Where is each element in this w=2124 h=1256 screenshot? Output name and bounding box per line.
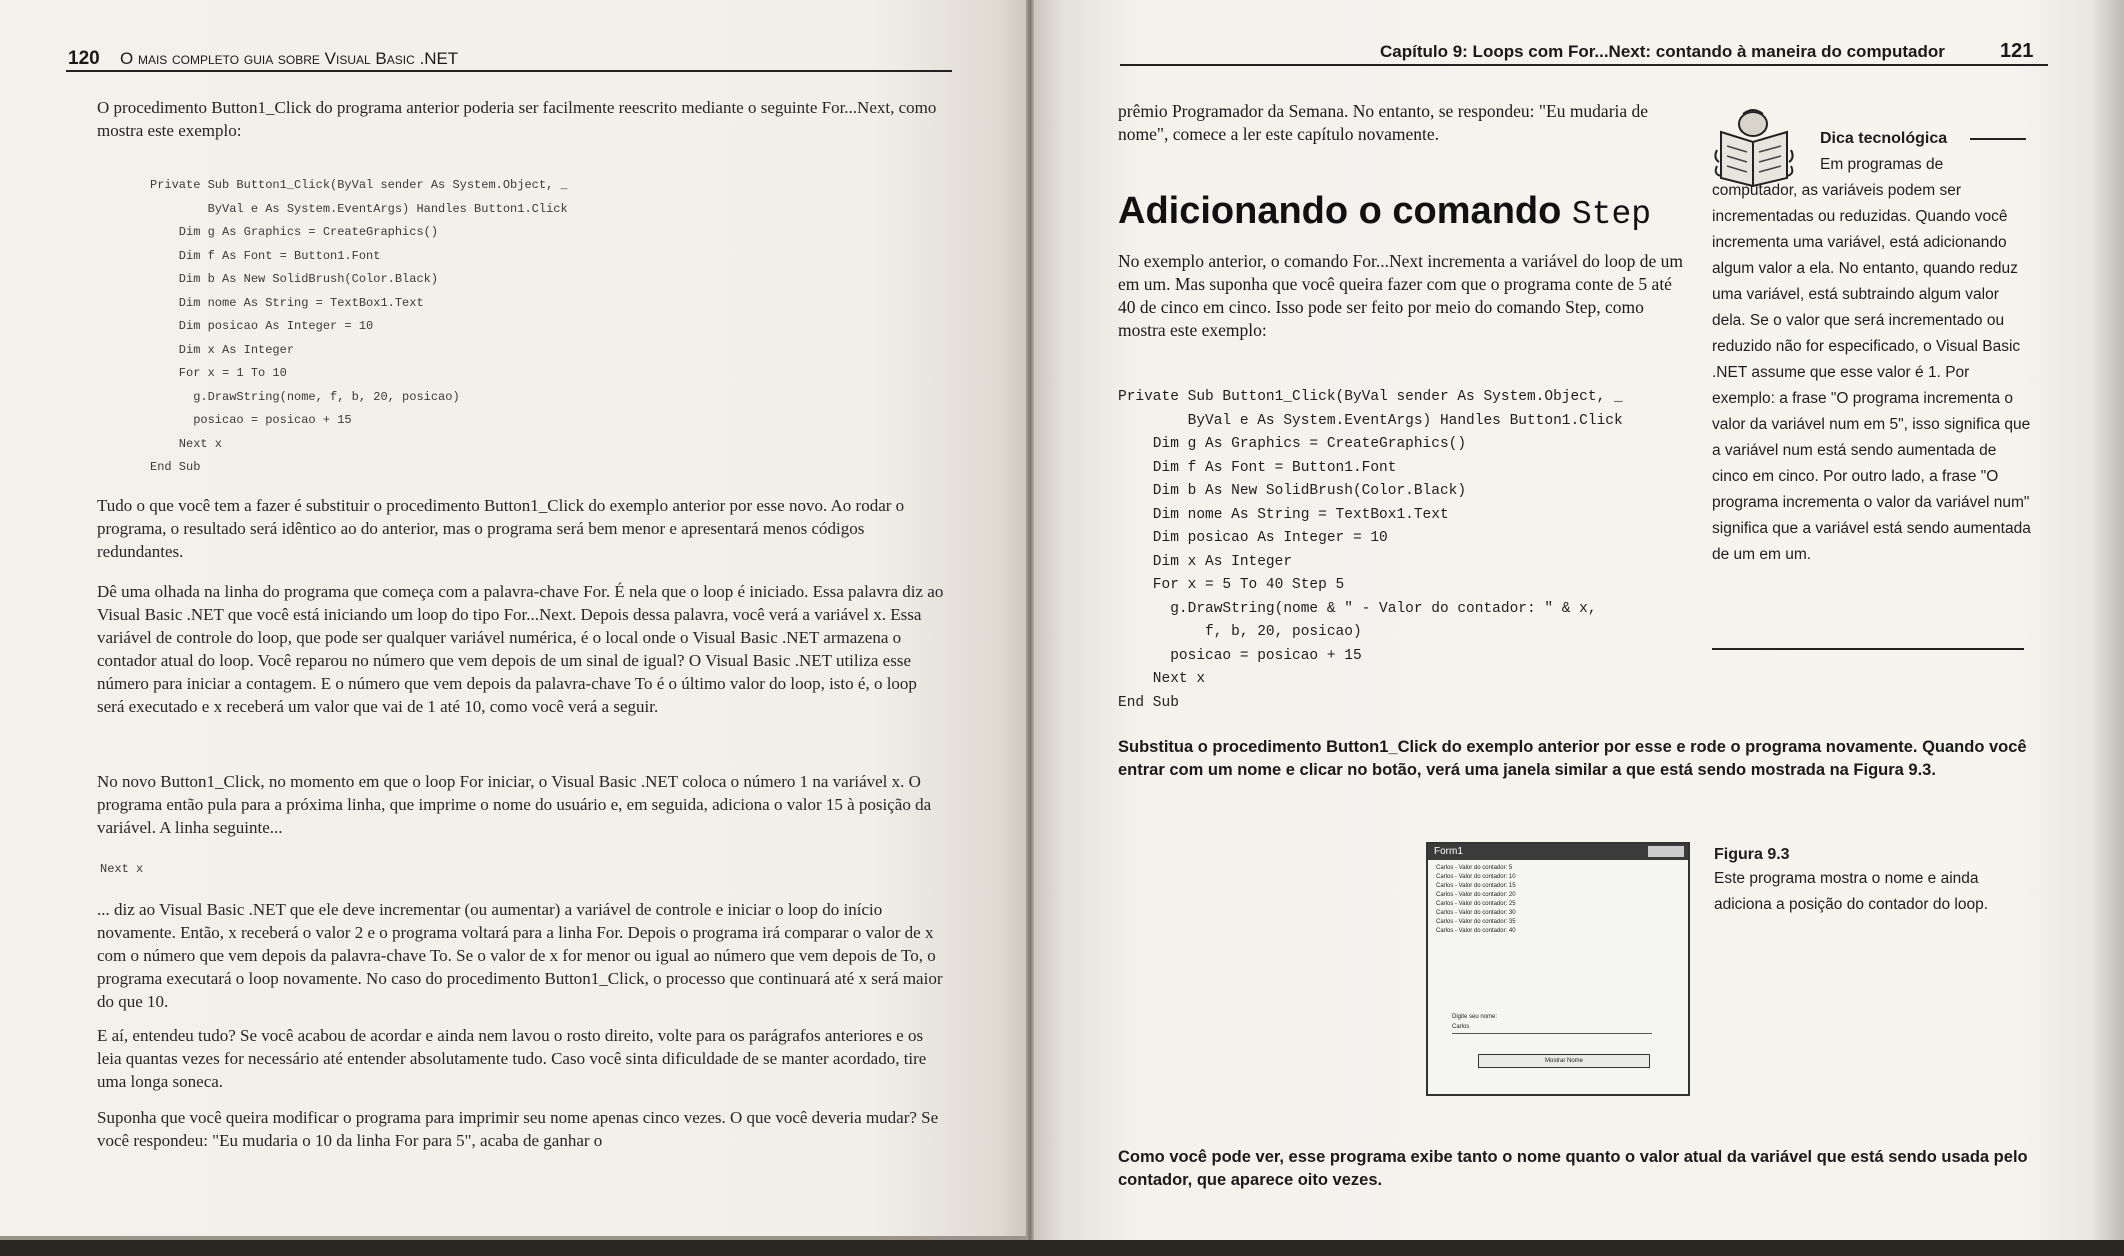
code-line: For x = 5 To 40 Step 5 [1118,577,1345,593]
code-line: Dim f As Font = Button1.Font [150,248,381,263]
paragraph: prêmio Programador da Semana. No entanto, se respondeu: "Eu mudaria de nome", comece a ler este capítulo novamente. [1118,101,1649,144]
paragraph: O procedimento Button1_Click do programa anterior poderia ser facilmente reescrito mediante o seguinte For...Next, como mostra este exemplo: [97,98,937,140]
figure-window [1426,842,1690,1096]
output-line: Carlos - Valor do contador: 15 [1436,883,1516,889]
show-name-button[interactable]: Mostrar Nome [1478,1054,1650,1068]
code-line: Next x [100,862,144,876]
output-line: Carlos - Valor do contador: 25 [1436,901,1516,907]
output-line: Carlos - Valor do contador: 40 [1436,928,1516,934]
code-line: Dim posicao As Integer = 10 [150,319,374,333]
output-line: Carlos - Valor do contador: 30 [1436,910,1516,916]
code-line: Next x [150,436,223,451]
output-line: Carlos - Valor do contador: 35 [1436,919,1516,925]
window-titlebar [1428,844,1688,860]
code-line: Dim x As Integer [150,342,295,357]
running-head: O mais completo guia sobre Visual Basic .NET [120,49,459,68]
sidebar-text: Em programas de computador, as variáveis podem ser incrementadas ou reduzidas. Quando você incrementa uma variável, está adicionando algum valor a ela. No entanto, quando reduz uma variável, está subtraindo algum valor dela. Se o valor que será incrementado ou reduzido não for especificado, o Visual Basic .NET assume que esse valor é 1. Por exemplo: a frase "O programa incrementa o valor da variável num em 5", isso significa que a variável num está sendo aumentada de cinco em cinco. Por outro lado, a frase "O programa incrementa o valor da variável num" significa que a variável está sendo aumentada de um em um. [1712,156,2031,563]
code-line: Dim posicao As Integer = 10 [1118,530,1388,546]
code-line: Dim b As New SolidBrush(Color.Black) [1118,483,1467,499]
paragraph: Como você pode ver, esse programa exibe tanto o nome quanto o valor atual da variável que está sendo usada pelo contador, que aparece oito vezes. [1118,1148,2028,1189]
code-block [1118,386,1623,715]
paragraph: E aí, entendeu tudo? Se você acabou de acordar e ainda nem lavou o rosto direito, volte para os parágrafos anteriores e os leia quantas vezes for necessário até entender absolutamente tudo. Caso você sinta dificuldade de se manter acordado, tire uma longa soneca. [97,1026,927,1091]
code-line: f, b, 20, posicao) [1118,624,1362,640]
sidebar-title-rule [1970,138,2026,140]
code-line: End Sub [150,460,201,474]
output-line: Carlos - Valor do contador: 5 [1436,865,1513,871]
code-line: g.DrawString(nome, f, b, 20, posicao) [150,389,460,404]
code-line: ByVal e As System.EventArgs) Handles Button1.Click [1118,412,1623,429]
page-number: 121 [2000,40,2034,62]
heading-code: Step [1571,196,1652,233]
figure-caption: Este programa mostra o nome e ainda adiciona a posição do contador do loop. [1714,870,1989,913]
page-edge [0,1236,1030,1240]
code-line: Dim f As Font = Button1.Font [1118,459,1397,476]
code-line: g.DrawString(nome & " - Valor do contador: " & x, [1118,600,1597,617]
paragraph: ... diz ao Visual Basic .NET que ele deve incrementar (ou aumentar) a variável de controle e iniciar o loop do início novamente. Então, x receberá o valor 2 e o programa voltará para a linha For. Depois o programa irá comparar o valor de x com o número que vem depois da palavra-chave To. Se o valor de x for menor ou igual ao número que vem depois de To, o programa executará o loop novamente. No caso do procedimento Button1_Click, o processo que continuará até x será maior do que 10. [97,900,943,1011]
output-line: Carlos - Valor do contador: 10 [1436,874,1516,880]
left-page [0,0,1030,1240]
code-line: Dim b As New SolidBrush(Color.Black) [150,272,439,286]
window-title: Form1 [1434,846,1463,857]
book-gutter [1026,0,1034,1240]
output-line: Carlos - Valor do contador: 20 [1436,892,1516,898]
window-controls[interactable] [1648,846,1684,857]
sidebar-title: Dica tecnológica [1820,130,1948,147]
page-number: 120 [68,48,100,69]
name-input[interactable]: Carlos [1452,1024,1652,1034]
code-line: Next x [1118,671,1206,687]
right-page [1030,0,2124,1240]
code-line: posicao = posicao + 15 [150,413,352,427]
code-line: For x = 1 To 10 [150,366,287,380]
code-block [150,174,1000,480]
paragraph: Dê uma olhada na linha do programa que começa com a palavra-chave For. É nela que o loop é iniciado. Essa palavra diz ao Visual Basic .NET que você está iniciando um loop do tipo For...Next. Depois dessa palavra, você verá a variável x. Essa variável de controle do loop, que pode ser qualquer variável numérica, é o local onde o Visual Basic .NET armazena o contador atual do loop. Você reparou no número que vem depois de um sinal de igual? O Visual Basic .NET utiliza esse número para iniciar a contagem. E o número que vem depois da palavra-chave To é o último valor do loop, isto é, o loop será executado e x receberá um valor que vai de 1 até 10, como você verá a seguir. [97,582,944,716]
paragraph: No novo Button1_Click, no momento em que o loop For iniciar, o Visual Basic .NET coloca o número 1 na variável x. O programa então pula para a próxima linha, que imprime o nome do usuário e, em seguida, adiciona o valor 15 à posição da variável. A linha seguinte... [97,772,932,837]
sidebar-rule [1712,648,2024,650]
code-line: Private Sub Button1_Click(ByVal sender As System.Object, _ [150,178,568,192]
code-line: Dim nome As String = TextBox1.Text [1118,506,1449,523]
paragraph: No exemplo anterior, o comando For...Next incrementa a variável do loop de um em um. Mas suponha que você queira fazer com que o programa conte de 5 até 40 de cinco em cinco. Isso pode ser feito por meio do comando Step, como mostra este exemplo: [1118,251,1683,340]
figure-label: Figura 9.3 [1714,846,1790,863]
code-line: Dim nome As String = TextBox1.Text [150,295,424,310]
paragraph: Suponha que você queira modificar o programa para imprimir seu nome apenas cinco vezes. O que você deveria mudar? Se você respondeu: "Eu mudaria o 10 da linha For para 5", acaba de ganhar o [97,1108,939,1150]
code-line: Private Sub Button1_Click(ByVal sender As System.Object, _ [1118,389,1623,405]
code-line: Dim g As Graphics = CreateGraphics() [150,225,439,239]
paragraph: Substitua o procedimento Button1_Click do exemplo anterior por esse e rode o programa novamente. Quando você entrar com um nome e clicar no botão, verá uma janela similar a que está sendo mostrada na Figura 9.3. [1118,738,2027,779]
code-line: posicao = posicao + 15 [1118,647,1362,664]
paragraph: Tudo o que você tem a fazer é substituir o procedimento Button1_Click do exemplo anterior por esse novo. Ao rodar o programa, o resultado será idêntico ao do anterior, mas o programa será bem menor e apresentará menos códigos redundantes. [97,496,905,561]
running-head-rule [1120,64,2048,66]
running-head: Capítulo 9: Loops com For...Next: contando à maneira do computador [1380,42,1945,61]
code-line: ByVal e As System.EventArgs) Handles Button1.Click [150,201,568,216]
heading-text: Adicionando o comando [1118,190,1562,232]
code-line: Dim x As Integer [1118,553,1293,570]
figure-output [1428,860,1688,940]
name-prompt: Digite seu nome: [1452,1014,1498,1020]
code-line: End Sub [1118,694,1179,711]
code-line: Dim g As Graphics = CreateGraphics() [1118,436,1467,452]
section-heading [1118,190,1651,233]
running-head-rule [66,70,952,72]
